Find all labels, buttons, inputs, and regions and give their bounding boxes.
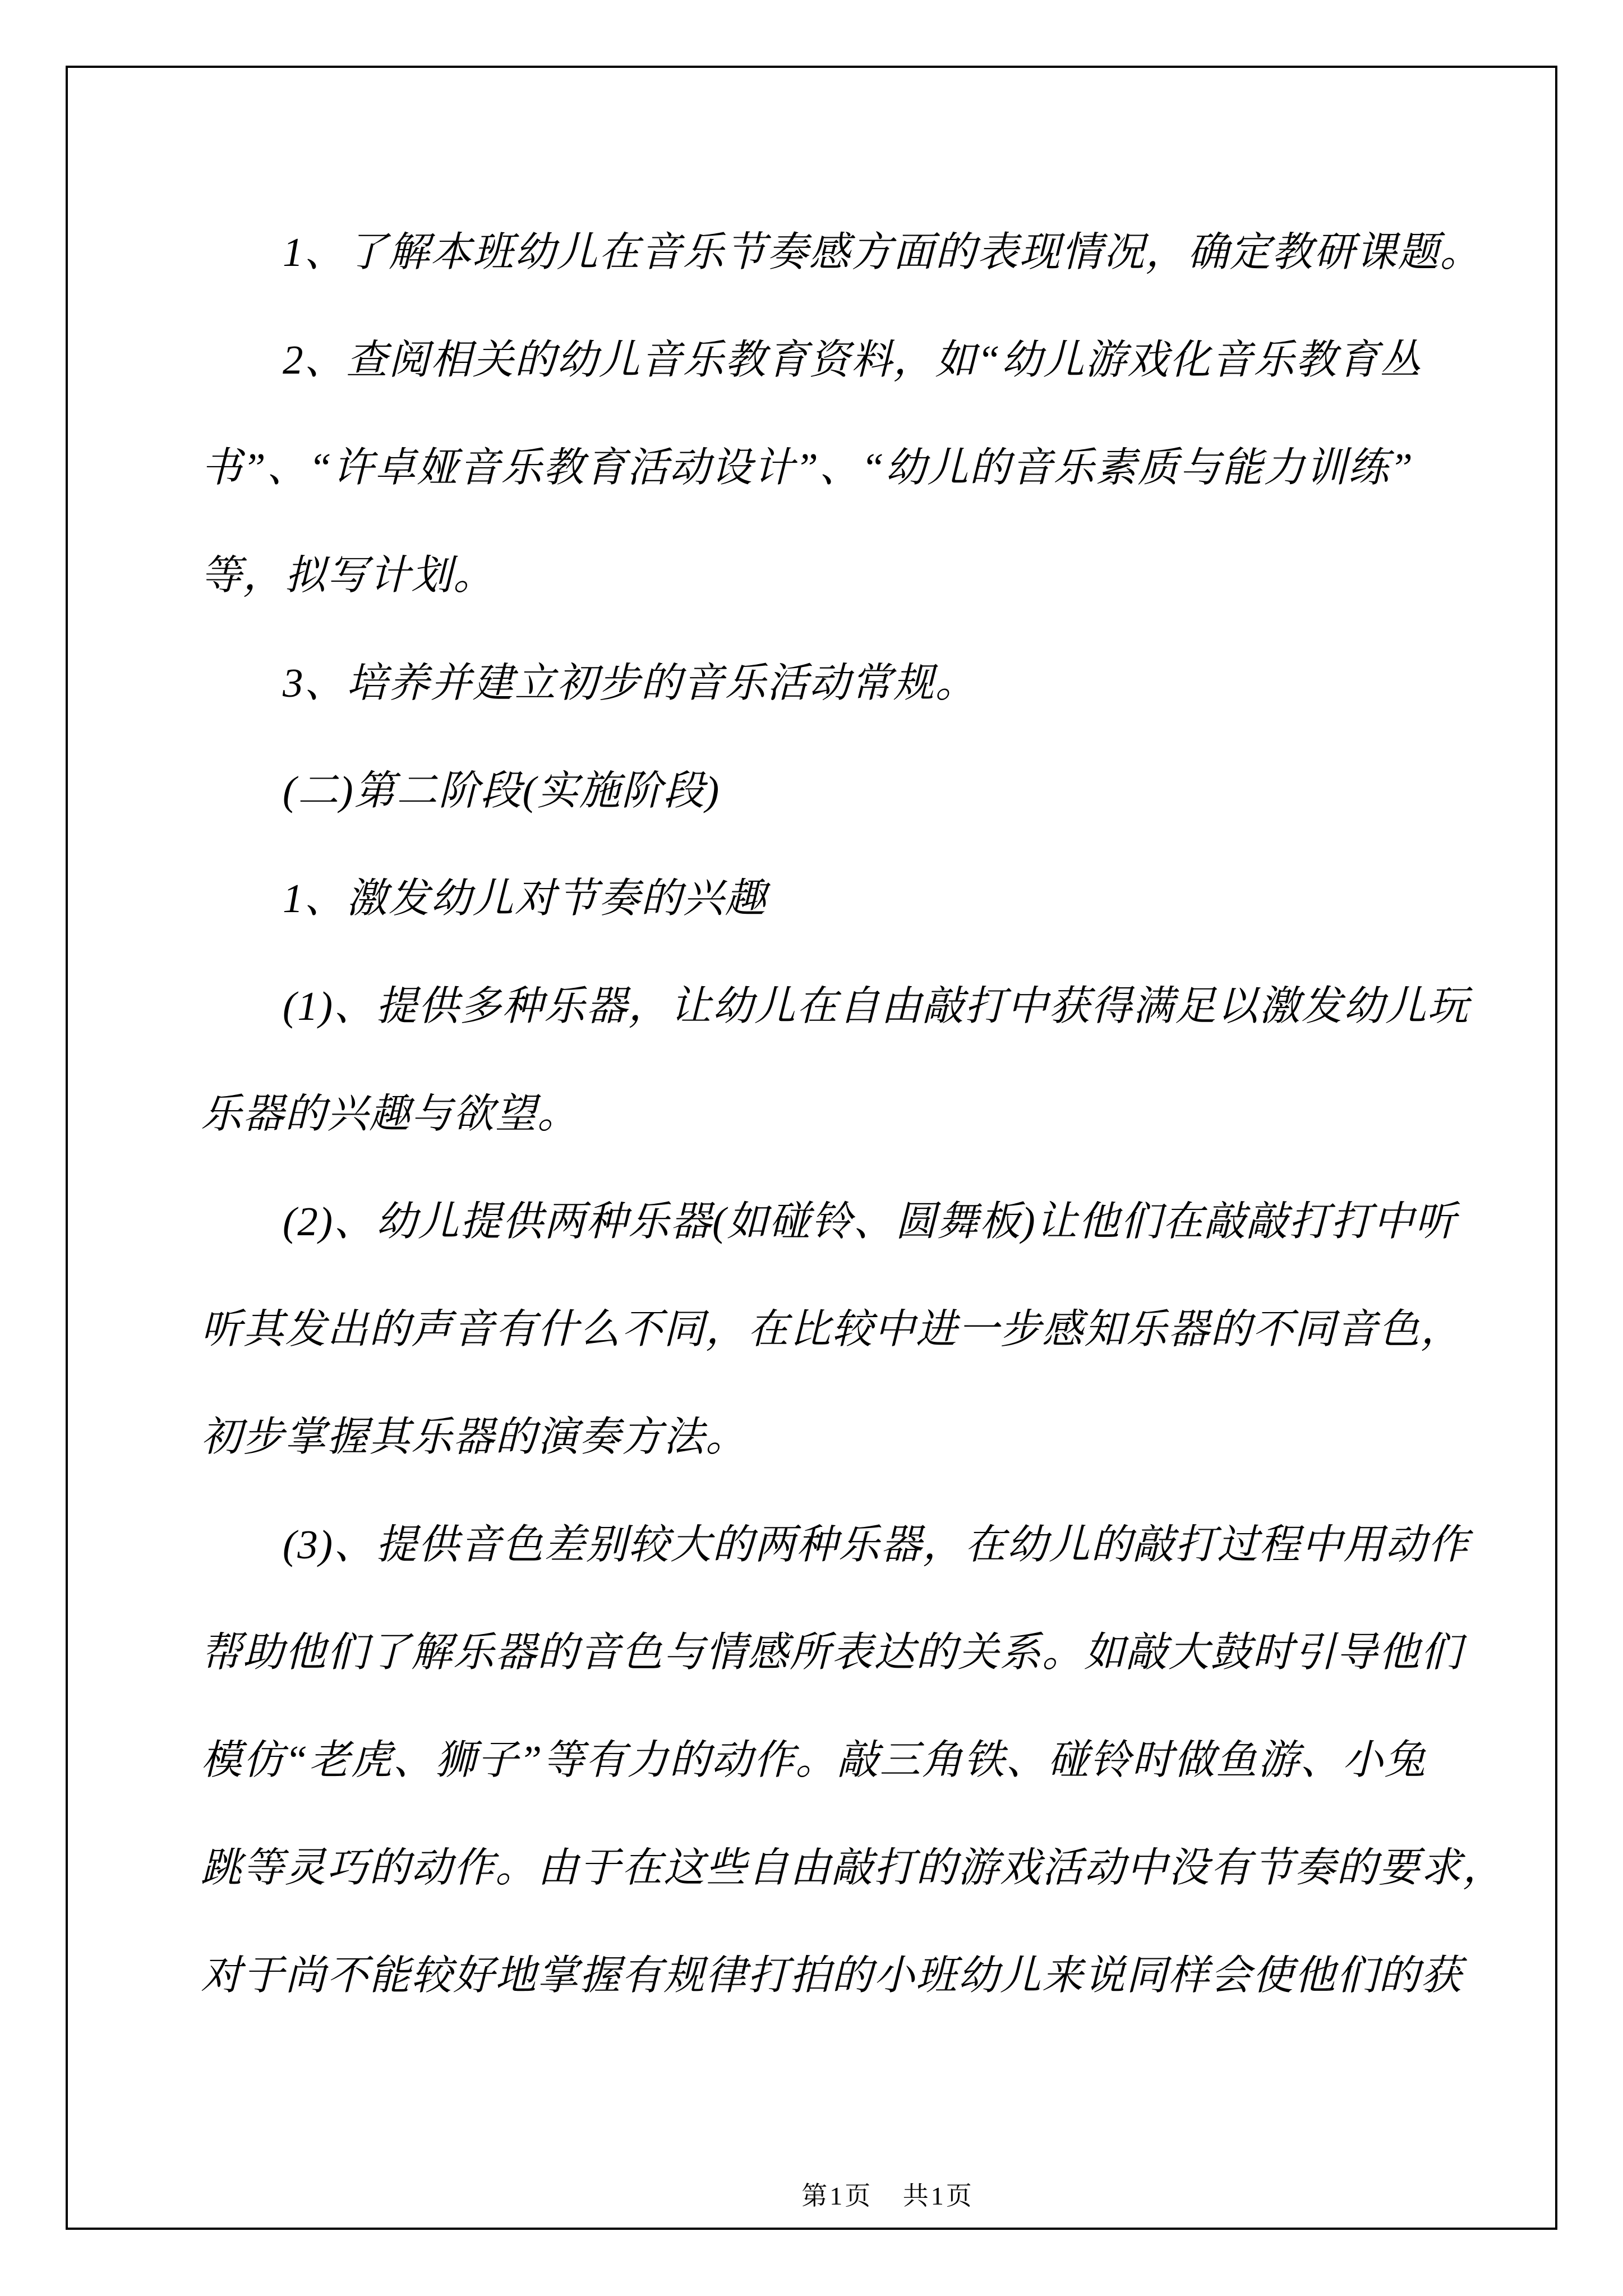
text-line: 初步掌握其乐器的演奏方法。 (201, 1414, 748, 1460)
text-line: (二)第二阶段(实施阶段) (283, 768, 721, 813)
text-line: 模仿“老虎、狮子”等有力的动作。敲三角铁、碰铃时做鱼游、小兔 (201, 1737, 1427, 1783)
text-line: 乐器的兴趣与欲望。 (201, 1091, 579, 1137)
page-footer (201, 2129, 1455, 2210)
text-line: 3、培养并建立初步的音乐活动常规。 (283, 660, 978, 706)
text-line: 听其发出的声音有什么不同，在比较中进一步感知乐器的不同音色， (201, 1306, 1463, 1352)
text-line: 跳等灵巧的动作。由于在这些自由敲打的游戏活动中没有节奏的要求， (201, 1845, 1505, 1890)
text-line: 帮助他们了解乐器的音色与情感所表达的关系。如敲大鼓时引导他们 (201, 1630, 1463, 1675)
text-line: (2)、幼儿提供两种乐器(如碰铃、圆舞板)让他们在敲敲打打中听 (283, 1199, 1457, 1244)
text-line: 对于尚不能较好地掌握有规律打拍的小班幼儿来说同样会使他们的获 (201, 1953, 1463, 1998)
text-line: 1、激发幼儿对节奏的兴趣 (283, 876, 767, 921)
text-line: 2、查阅相关的幼儿音乐教育资料，如“幼儿游戏化音乐教育丛 (283, 337, 1422, 383)
text-line: 书”、“许卓娅音乐教育活动设计”、“幼儿的音乐素质与能力训练” (201, 445, 1414, 490)
text-line: 等，拟写计划。 (201, 553, 495, 598)
text-line: (1)、提供多种乐器，让幼儿在自由敲打中获得满足以激发幼儿玩 (283, 983, 1470, 1029)
text-line: (3)、提供音色差别较大的两种乐器，在幼儿的敲打过程中用动作 (283, 1522, 1470, 1567)
page-number-indicator: 第1页 共1页 (801, 2182, 974, 2210)
document-body (201, 199, 1505, 2030)
text-line: 1、了解本班幼儿在音乐节奏感方面的表现情况，确定教研课题。 (283, 229, 1482, 275)
